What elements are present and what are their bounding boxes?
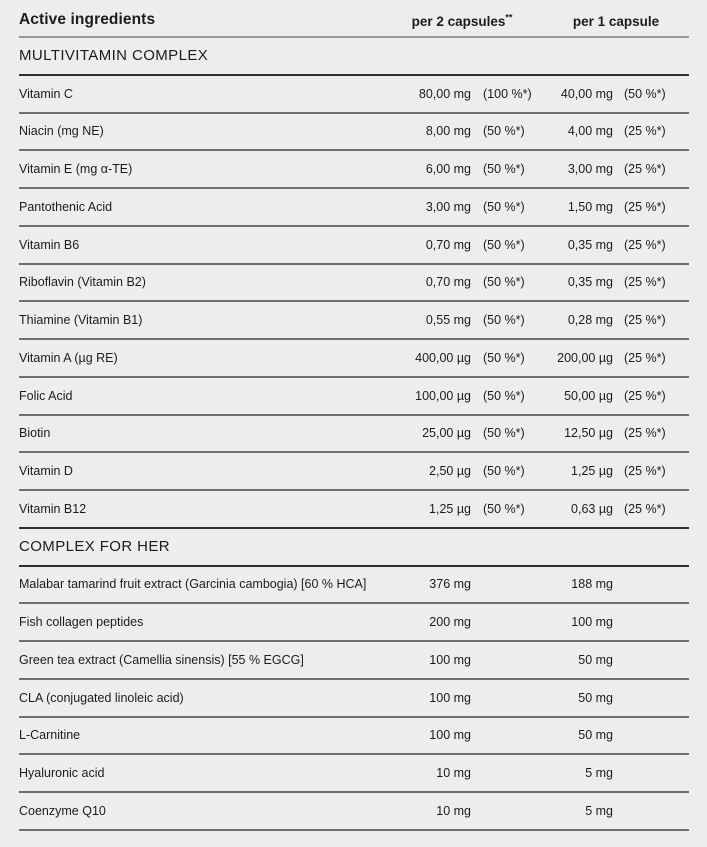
per2-amount: 376 mg — [429, 577, 471, 592]
ingredient-name: Fish collagen peptides — [19, 615, 144, 630]
ingredient-row — [19, 76, 689, 114]
per2-percent: (50 %*) — [483, 388, 525, 403]
per2-amount: 0,55 mg — [425, 313, 471, 328]
per2-amount: 10 mg — [436, 803, 471, 818]
per2-amount: 6,00 mg — [425, 162, 471, 177]
ingredient-name: Vitamin B12 — [19, 501, 87, 516]
per2-percent: (50 %*) — [483, 426, 525, 441]
column-header-per-1-capsule: per 1 capsule — [572, 14, 660, 29]
per1-amount: 3,00 mg — [567, 162, 613, 177]
per1-amount: 1,25 µg — [571, 464, 613, 479]
per1-amount: 188 mg — [571, 577, 613, 592]
per2-amount: 200 mg — [429, 615, 471, 630]
per2-amount: 25,00 µg — [422, 426, 471, 441]
per2-percent: (50 %*) — [483, 199, 525, 214]
per2-amount: 0,70 mg — [425, 275, 471, 290]
ingredient-name: Vitamin D — [19, 464, 73, 479]
per1-percent: (25 %*) — [624, 501, 666, 516]
section-title: MULTIVITAMIN COMPLEX — [19, 47, 209, 65]
per1-amount: 200,00 µg — [557, 350, 613, 365]
ingredient-row — [19, 189, 689, 227]
per1-amount: 50 mg — [578, 690, 613, 705]
column-header-active-ingredients: Active ingredients — [19, 11, 156, 28]
per1-amount: 5 mg — [585, 766, 613, 781]
ingredient-row — [19, 114, 689, 152]
ingredient-row — [19, 567, 689, 605]
per1-amount: 100 mg — [571, 615, 613, 630]
ingredient-row — [19, 491, 689, 529]
per1-percent: (25 %*) — [624, 350, 666, 365]
ingredient-name: Vitamin C — [19, 86, 73, 101]
per2-percent: (50 %*) — [483, 464, 525, 479]
per2-amount: 100 mg — [429, 690, 471, 705]
ingredient-row — [19, 340, 689, 378]
per1-amount: 50 mg — [578, 652, 613, 667]
per2-amount: 80,00 mg — [418, 86, 471, 101]
per-2-capsules-label: per 2 capsules — [411, 14, 506, 29]
column-header-per-2-capsules — [381, 14, 543, 29]
per1-percent: (25 %*) — [624, 464, 666, 479]
ingredient-row — [19, 755, 689, 793]
ingredient-row — [19, 680, 689, 718]
ingredient-name: L-Carnitine — [19, 728, 81, 743]
per2-percent: (50 %*) — [483, 124, 525, 139]
per2-amount: 0,70 mg — [425, 237, 471, 252]
ingredient-name: Hyaluronic acid — [19, 766, 105, 781]
ingredient-row — [19, 453, 689, 491]
ingredient-name: Folic Acid — [19, 388, 73, 403]
ingredient-row — [19, 642, 689, 680]
ingredient-row — [19, 265, 689, 303]
per2-percent: (50 %*) — [483, 237, 525, 252]
per1-amount: 0,63 µg — [571, 501, 613, 516]
per1-percent: (25 %*) — [624, 199, 666, 214]
ingredient-name: Riboflavin (Vitamin B2) — [19, 275, 146, 290]
per1-percent: (50 %*) — [624, 86, 666, 101]
per2-amount: 100 mg — [429, 728, 471, 743]
per1-amount: 5 mg — [585, 803, 613, 818]
per2-amount: 3,00 mg — [425, 199, 471, 214]
per1-percent: (25 %*) — [624, 313, 666, 328]
per2-amount: 1,25 µg — [429, 501, 471, 516]
per1-percent: (25 %*) — [624, 162, 666, 177]
ingredient-name: Green tea extract (Camellia sinensis) [55 % EGCG] — [19, 652, 304, 667]
ingredient-name: Coenzyme Q10 — [19, 803, 106, 818]
ingredient-name: Niacin (mg NE) — [19, 124, 104, 139]
ingredient-name: Vitamin B6 — [19, 237, 80, 252]
per2-percent: (50 %*) — [483, 313, 525, 328]
per1-amount: 1,50 mg — [567, 199, 613, 214]
ingredient-row — [19, 151, 689, 189]
per2-percent: (100 %*) — [483, 86, 532, 101]
ingredient-row — [19, 604, 689, 642]
per2-percent: (50 %*) — [483, 275, 525, 290]
per1-amount: 0,35 mg — [567, 275, 613, 290]
per1-percent: (25 %*) — [624, 426, 666, 441]
per1-percent: (25 %*) — [624, 388, 666, 403]
ingredient-row — [19, 718, 689, 756]
ingredient-row — [19, 793, 689, 831]
per1-percent: (25 %*) — [624, 237, 666, 252]
per2-percent: (50 %*) — [483, 501, 525, 516]
per2-amount: 100 mg — [429, 652, 471, 667]
ingredient-row — [19, 302, 689, 340]
per1-amount: 0,28 mg — [567, 313, 613, 328]
per2-amount: 400,00 µg — [415, 350, 471, 365]
ingredient-row — [19, 416, 689, 454]
per2-amount: 100,00 µg — [415, 388, 471, 403]
section-header-row — [19, 529, 689, 567]
per1-amount: 50,00 µg — [564, 388, 613, 403]
per1-amount: 12,50 µg — [564, 426, 613, 441]
ingredient-name: Thiamine (Vitamin B1) — [19, 313, 143, 328]
per1-amount: 50 mg — [578, 728, 613, 743]
ingredient-row — [19, 227, 689, 265]
ingredient-name: Biotin — [19, 426, 51, 441]
per1-amount: 40,00 mg — [560, 86, 613, 101]
per2-amount: 2,50 µg — [429, 464, 471, 479]
ingredient-name: Vitamin E (mg α-TE) — [19, 162, 133, 177]
ingredient-name: Pantothenic Acid — [19, 199, 113, 214]
per2-amount: 10 mg — [436, 766, 471, 781]
per2-amount: 8,00 mg — [425, 124, 471, 139]
per2-percent: (50 %*) — [483, 162, 525, 177]
section-header-row — [19, 38, 689, 76]
ingredient-row — [19, 378, 689, 416]
per1-amount: 4,00 mg — [567, 124, 613, 139]
ingredient-name: CLA (conjugated linoleic acid) — [19, 690, 184, 705]
per1-amount: 0,35 mg — [567, 237, 613, 252]
ingredient-name: Malabar tamarind fruit extract (Garcinia cambogia) [60 % HCA] — [19, 577, 367, 592]
per2-percent: (50 %*) — [483, 350, 525, 365]
per1-percent: (25 %*) — [624, 124, 666, 139]
per1-percent: (25 %*) — [624, 275, 666, 290]
per-2-capsules-footnote-marker: ** — [505, 12, 513, 23]
ingredient-name: Vitamin A (µg RE) — [19, 350, 118, 365]
section-title: COMPLEX FOR HER — [19, 538, 171, 556]
table-header-row — [19, 0, 689, 38]
